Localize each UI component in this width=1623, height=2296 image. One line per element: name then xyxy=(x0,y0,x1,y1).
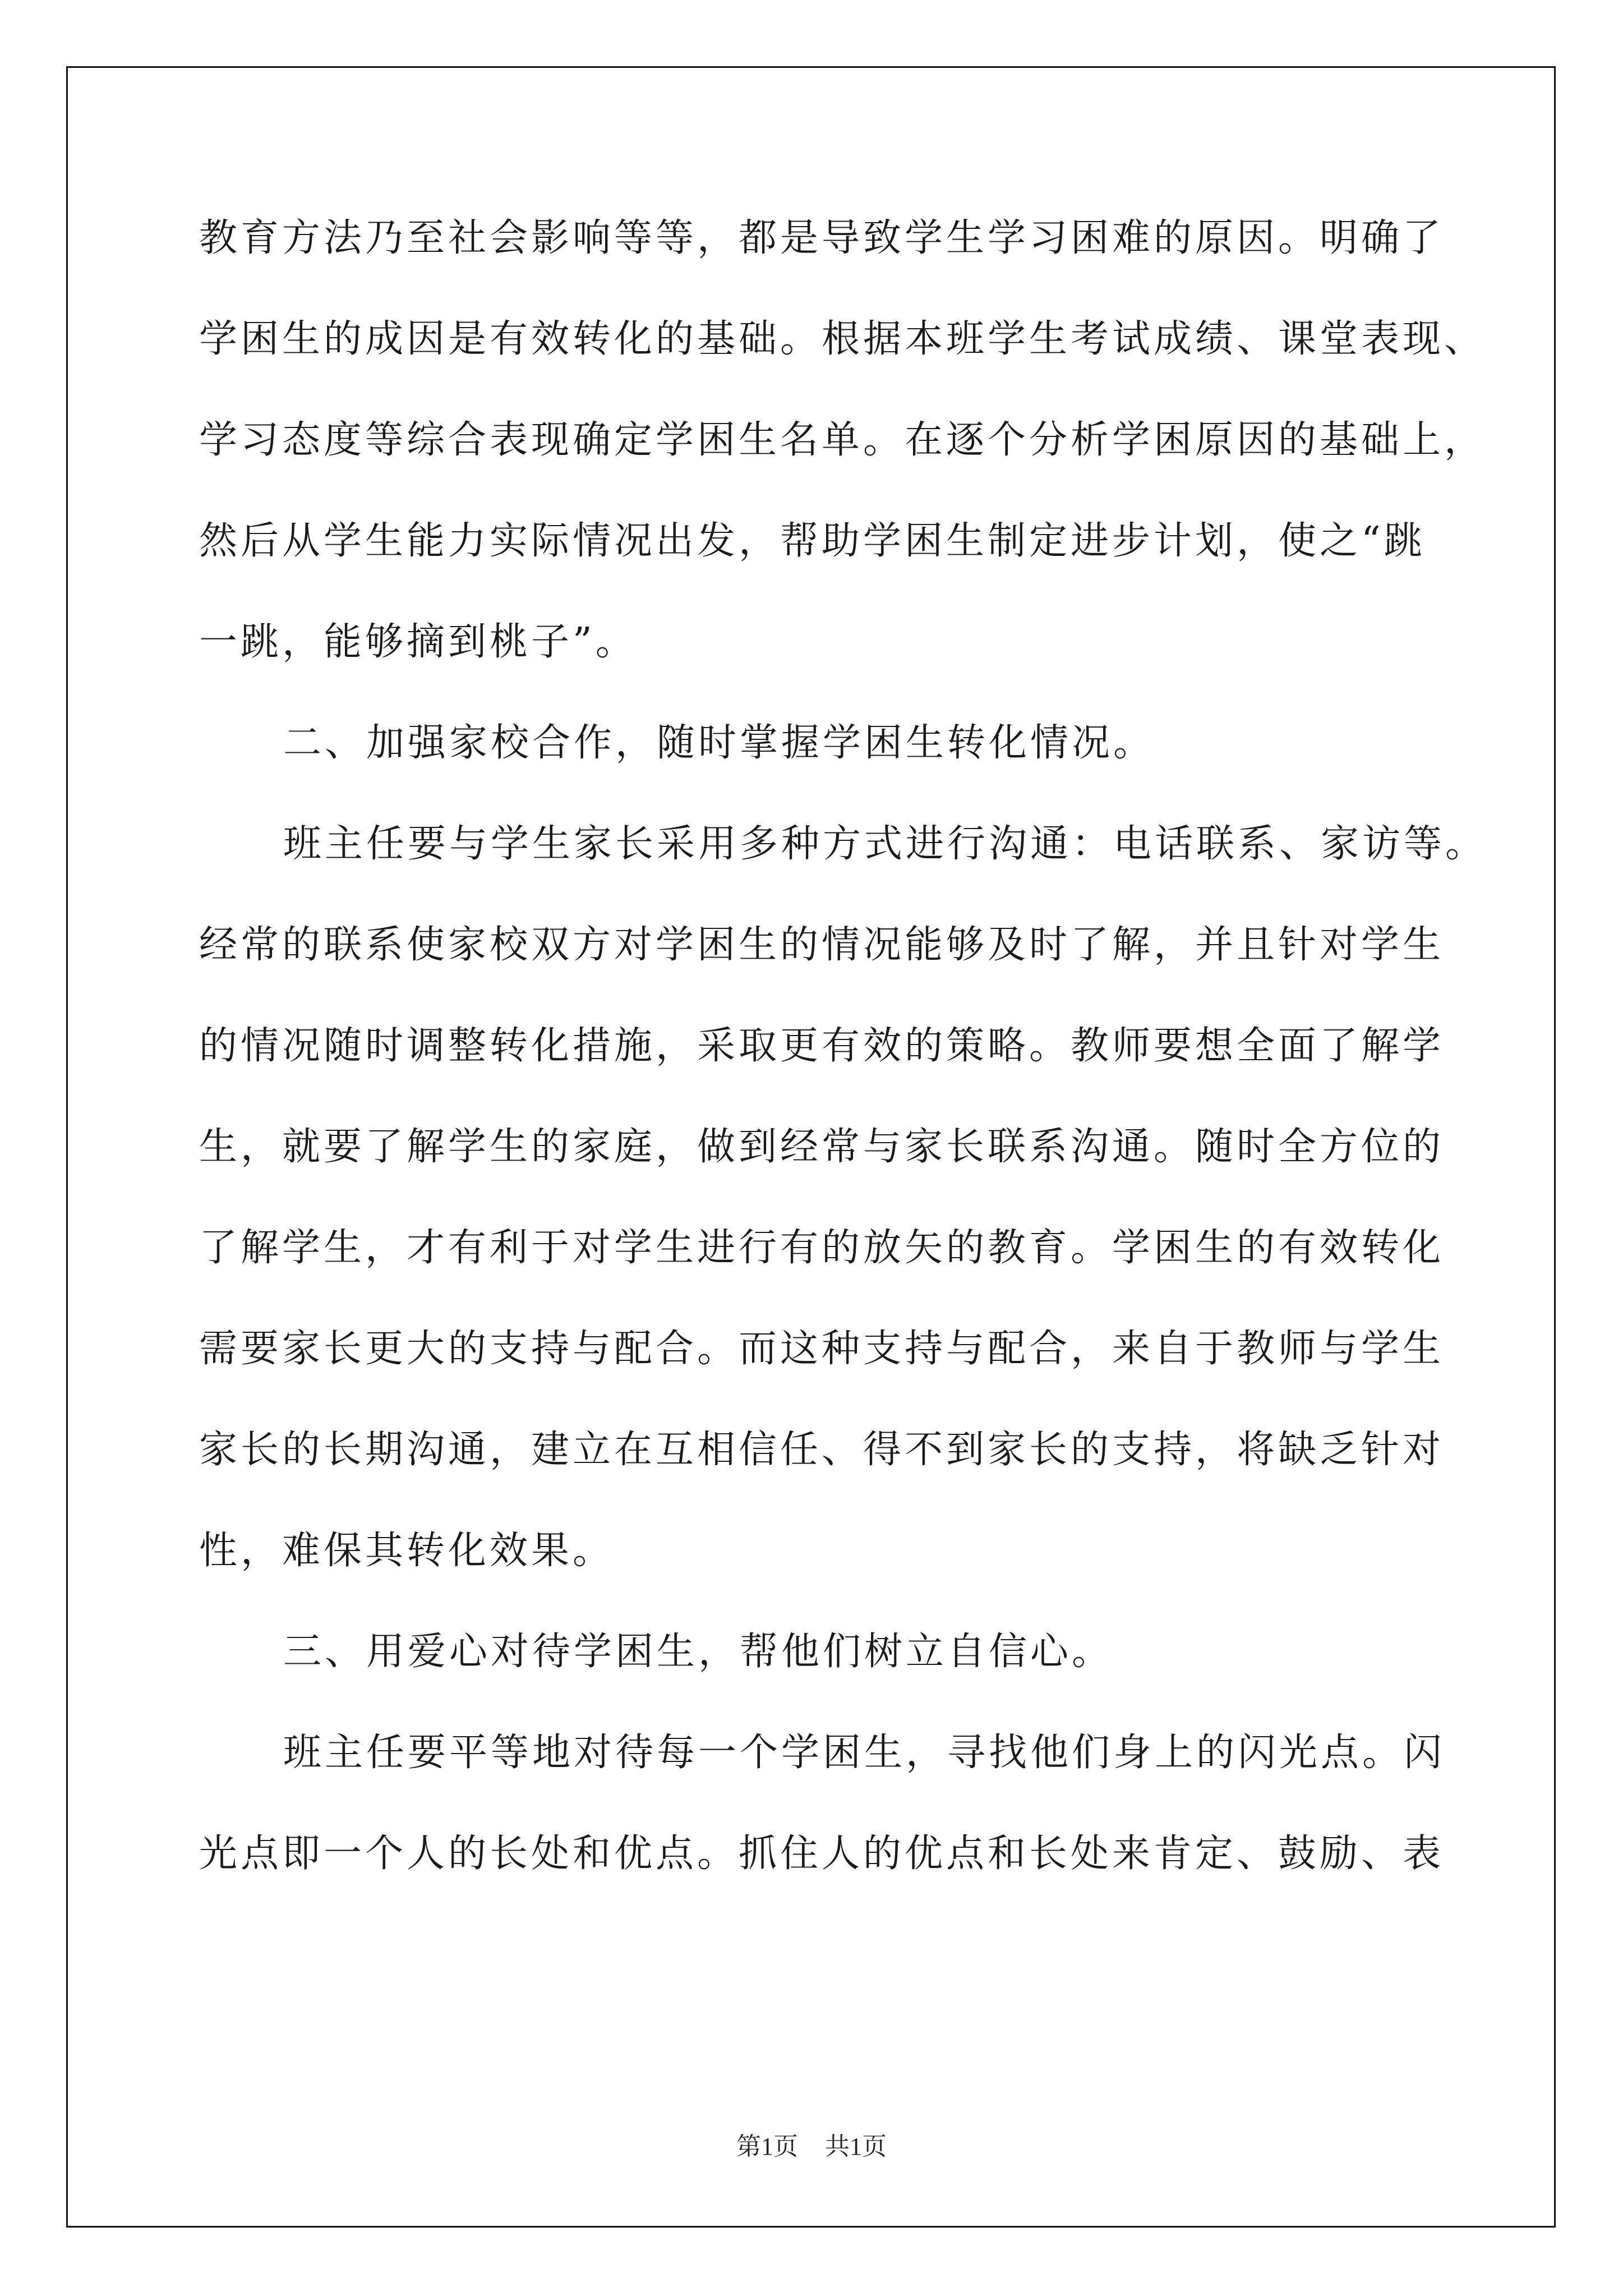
text-line: 生，就要了解学生的家庭，做到经常与家长联系沟通。随时全方位的 xyxy=(199,1125,1445,1169)
text-line: 了解学生，才有利于对学生进行有的放矢的教育。学困生的有效转化 xyxy=(199,1226,1445,1270)
text-line: 班主任要与学生家长采用多种方式进行沟通：电话联系、家访等。 xyxy=(283,822,1487,866)
text-line: 一跳，能够摘到桃子”。 xyxy=(199,620,637,664)
text-line: 性，难保其转化效果。 xyxy=(199,1529,615,1573)
text-line: 需要家长更大的支持与配合。而这种支持与配合，来自于教师与学生 xyxy=(199,1327,1445,1371)
text-line: 学习态度等综合表现确定学困生名单。在逐个分析学困原因的基础上， xyxy=(199,418,1486,462)
section-heading: 三、用爱心对待学困生，帮他们树立自信心。 xyxy=(283,1630,1114,1674)
text-line: 经常的联系使家校双方对学困生的情况能够及时了解，并且针对学生 xyxy=(199,923,1445,967)
text-line: 家长的长期沟通，建立在互相信任、得不到家长的支持，将缺乏针对 xyxy=(199,1428,1445,1472)
text-line: 学困生的成因是有效转化的基础。根据本班学生考试成绩、课堂表现、 xyxy=(199,317,1486,361)
document-body xyxy=(199,210,1487,1927)
text-line: 教育方法乃至社会影响等等，都是导致学生学习困难的原因。明确了 xyxy=(199,216,1445,260)
section-heading: 二、加强家校合作，随时掌握学困生转化情况。 xyxy=(283,721,1155,765)
page-total: 共1页 xyxy=(825,2133,887,2160)
page-number: 第1页 xyxy=(736,2133,798,2160)
text-line: 然后从学生能力实际情况出发，帮助学困生制定进步计划，使之“跳 xyxy=(199,519,1426,563)
page-footer xyxy=(0,2126,1623,2162)
text-line: 光点即一个人的长处和优点。抓住人的优点和长处来肯定、鼓励、表 xyxy=(199,1832,1445,1876)
text-line: 的情况随时调整转化措施，采取更有效的策略。教师要想全面了解学 xyxy=(199,1024,1445,1068)
text-line: 班主任要平等地对待每一个学困生，寻找他们身上的闪光点。闪 xyxy=(283,1731,1446,1775)
